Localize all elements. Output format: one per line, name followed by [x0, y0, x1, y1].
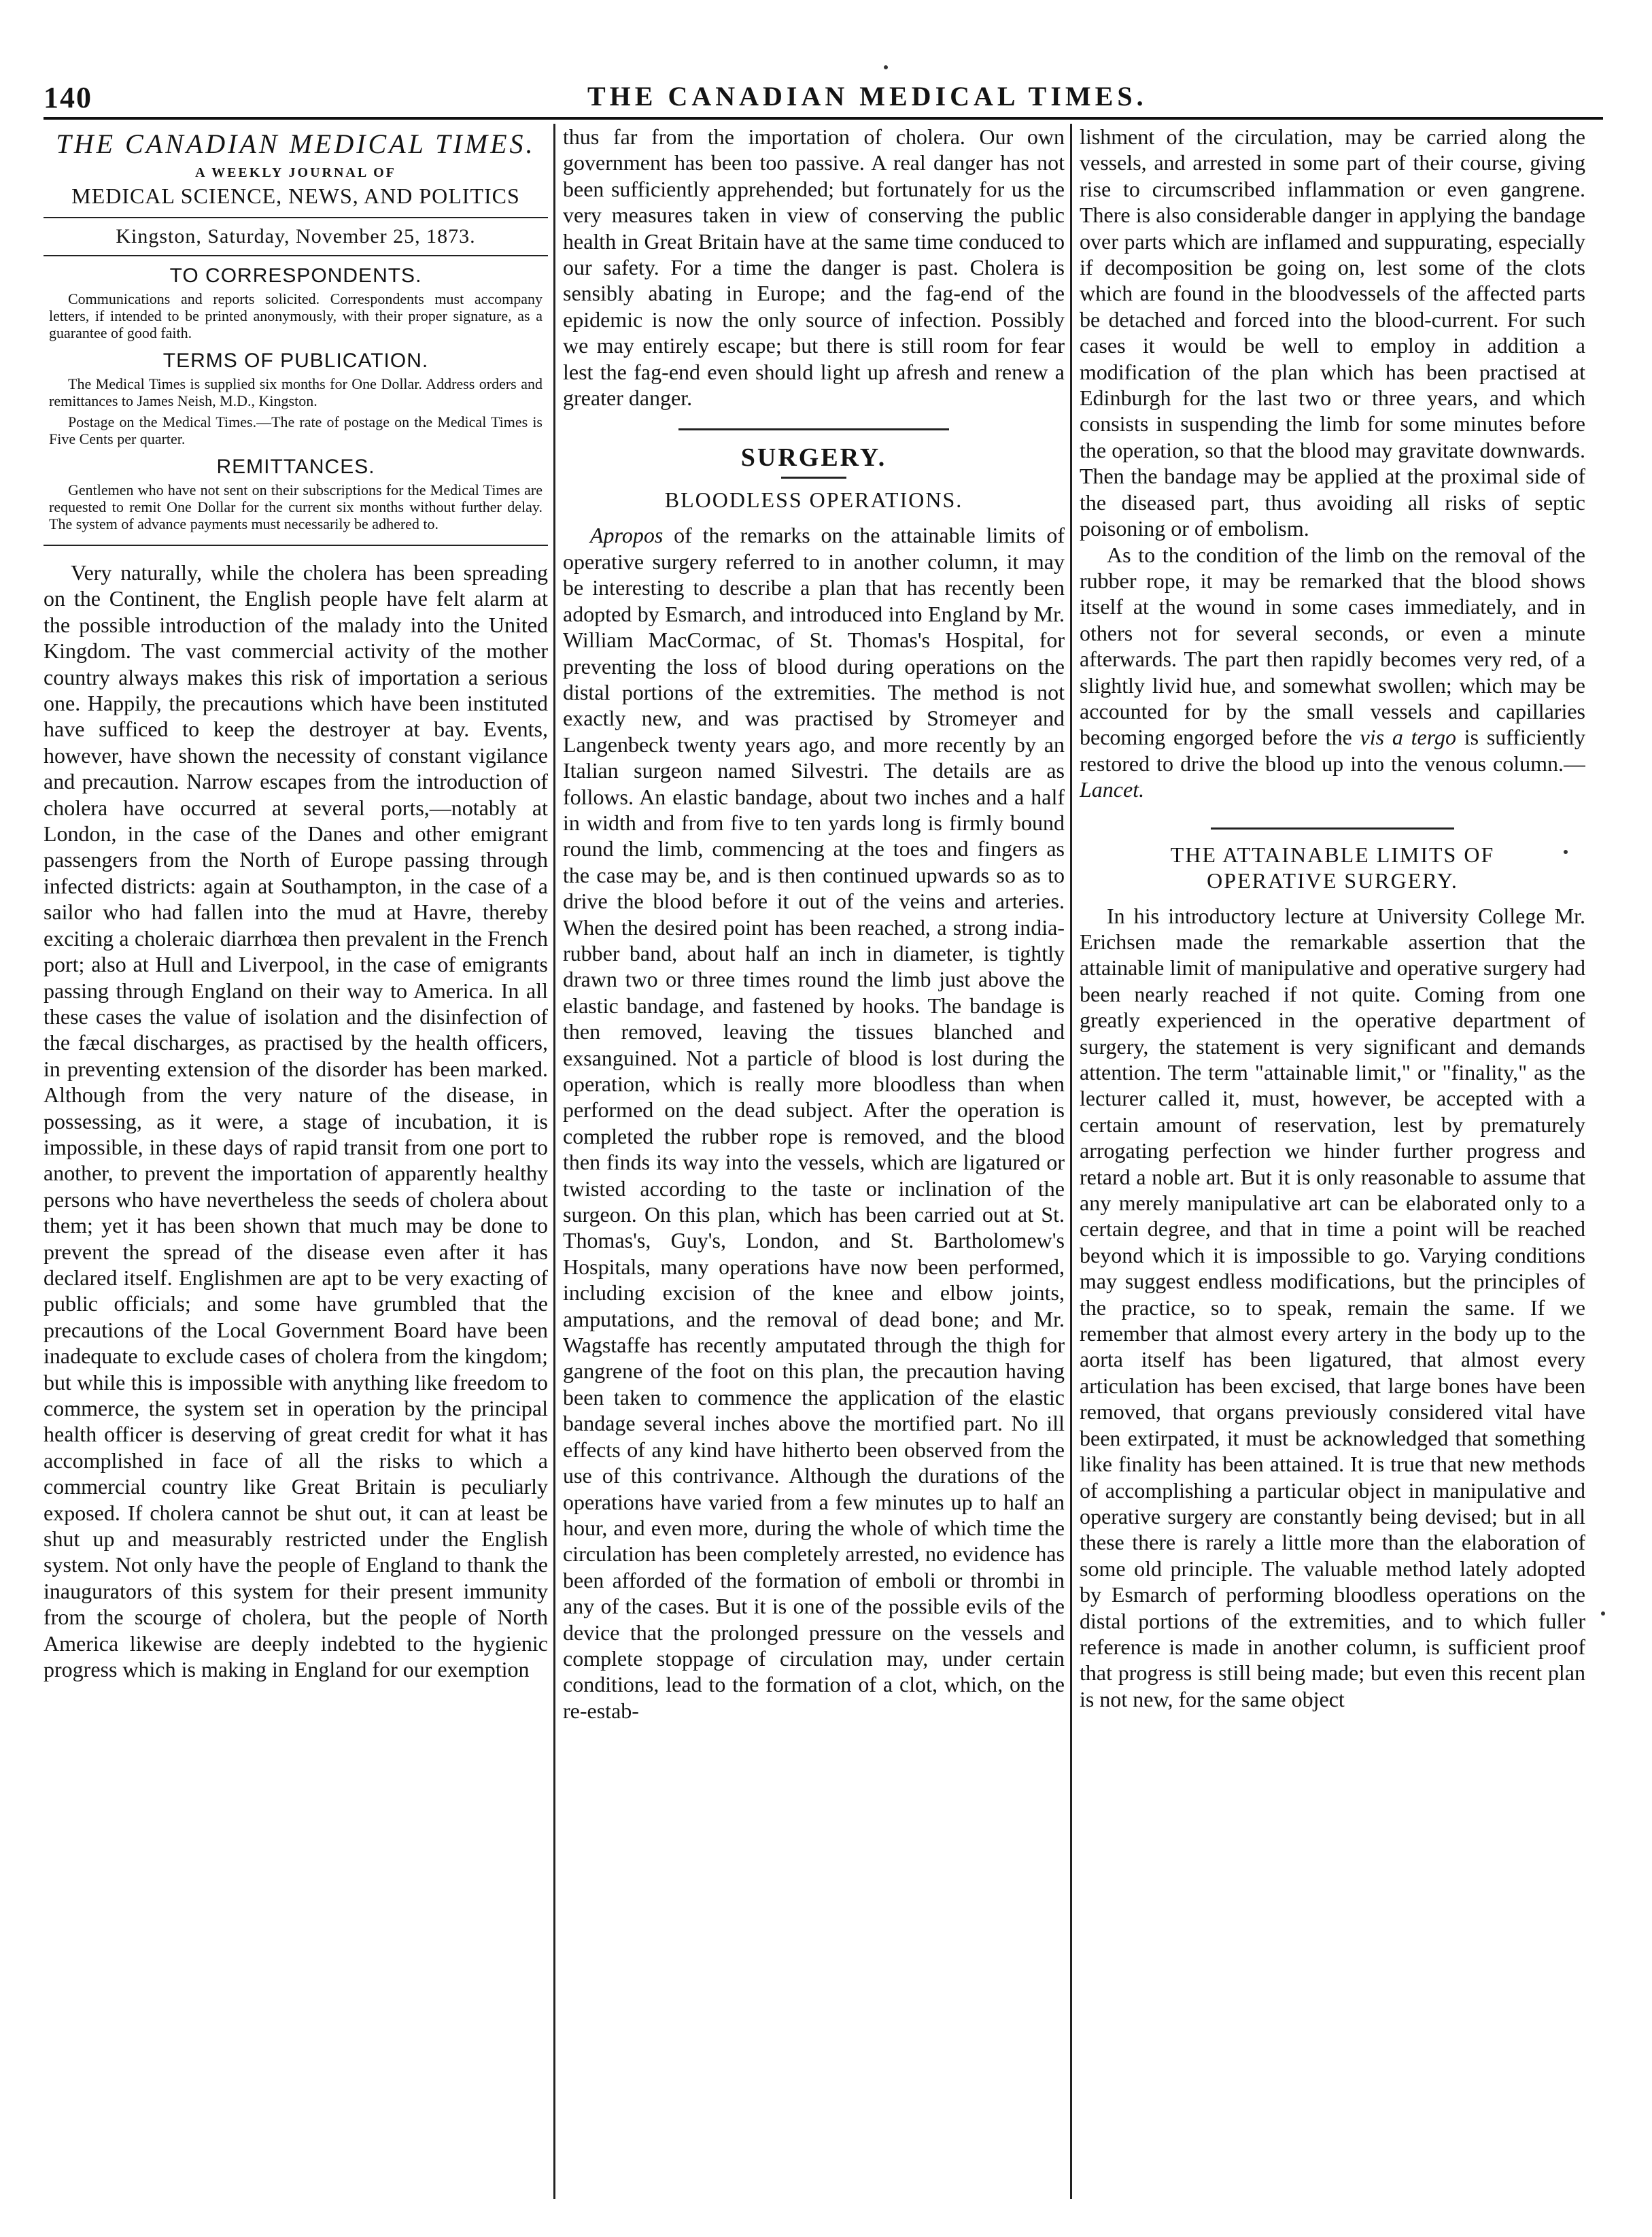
masthead-topics: MEDICAL SCIENCE, NEWS, AND POLITICS [71, 184, 520, 208]
remittances-notice: Gentlemen who have not sent on their subscriptions for the Medical Times are requested to remit One Dollar for the current six months without further delay. The system of advance payments must necessarily be adhered to. [49, 481, 543, 532]
rubber-rope-text: As to the condition of the limb on the removal of the rubber rope, it may be remarked that the blood shows itself at the wound in some cases immediately, and in others not for several seconds, or even a minute afterwards. The part then rapidly becomes very red, of a slightly livid hue, and somewhat swollen; which may be accounted for by the small vessels and capillaries becoming engorged before the [1080, 542, 1585, 750]
publication-terms-text: The Medical Times is supplied six months for One Dollar. Address orders and remittances to James Neish, M.D., Kingston. [49, 375, 543, 409]
column-1 [44, 124, 548, 2199]
masthead-dateline: Kingston, Saturday, November 25, 1873. [116, 225, 476, 247]
masthead-title: THE CANADIAN MEDICAL TIMES. [56, 129, 536, 159]
remittances-heading: REMITTANCES. [216, 456, 375, 478]
cholera-editorial-paragraph: Very naturally, while the cholera has been spreading on the Continent, the English people have felt alarm at the possible introduction of the malady into the United Kingdom. The vast commercial activity of the mother country always makes this risk of importation a serious one. Happily, the precautions which have been instituted have sufficed to keep the destroyer at bay. Events, however, have shown the necessity of constant vigilance and precaution. Narrow escapes from the introduction of cholera have occurred at several ports,—notably at London, in the case of the Danes and other emigrant passengers from the North of Europe passing through infected districts: again at Southampton, in the case of a sailor who had fallen into the mud at Havre, thereby exciting a choleraic diarrhœa then prevalent in the French port; also at Hull and Liverpool, in the case of emigrants passing through England on their way to America. In all these cases the value of isolation and the disinfection of the fæcal discharges, as practised by the health officers, in preventing extension of the disorder has been marked. Although from the very nature of the disease, in possessing, as it were, a stage of incubation, it is impossible, in these days of rapid transit from one port to another, to prevent the importation of apparently healthy persons who have nevertheless the seeds of cholera about them; yet it has been shown that much may be done to prevent the spread of the disease even after it has declared itself. Englishmen are apt to be very exacting of public officials; and some have grumbled that the precautions of the Local Government Board have been inadequate to exclude cases of cholera from the kingdom; but while this is impossible with anything like freedom to commerce, the system set in operation by the principal health officer is deserving of great credit for what it has accomplished in face of all the risks to which a commercial country like Great Britain is peculiarly exposed. If cholera cannot be shut out, it can at least be shut up and measurably restricted under the English system. Not only have the people of England to thank the inaugurators of this system for their present immunity from the scourge of cholera, but the people of North America likewise are deeply indebted to the hygienic progress which is making in England for our exemption [44, 560, 548, 1682]
print-speck [1601, 1611, 1605, 1616]
section-rule [1211, 827, 1453, 830]
column-3 [1080, 124, 1585, 2199]
rubber-rope-text-end: is sufficiently restored to drive the blood up into the venous column.— [1080, 725, 1585, 776]
cholera-editorial-continued: thus far from the importation of cholera. Our own government has been too passive. A real danger has not been sufficiently apprehended; but fortunately for us the very measures taken in view of conserving the public health in Great Britain have at the same time conduced to our safety. For a time the danger is past. Cholera is sensibly abating in Europe; and the fag-end of the epidemic is now the only source of infection. Possibly we may entirely escape; but there is still room for fear lest the fag-end even should light up afresh and renew a greater danger. [563, 124, 1065, 411]
masthead-subtitle: A WEEKLY JOURNAL OF [195, 165, 396, 180]
column-divider [1070, 124, 1072, 2199]
postage-notice: Postage on the Medical Times.—The rate of postage on the Medical Times is Five Cents per quarter. [49, 413, 543, 447]
rubber-rope-paragraph [1080, 542, 1585, 803]
section-rule [678, 428, 950, 430]
correspondents-notice: Communications and reports solicited. Correspondents must accompany letters, if intended to be printed anonymously, with their proper signature, as a guarantee of good faith. [49, 290, 543, 341]
print-speck [884, 65, 888, 69]
article-title-bloodless-operations: BLOODLESS OPERATIONS. [664, 488, 963, 513]
bloodless-operations-text: of the remarks on the attainable limits of operative surgery referred to in another column, it may be interesting to describe a plan that has recently been adopted by Esmarch, and introduced into England by Mr. William MacCormac, of St. Thomas's Hospital, for preventing the loss of blood during operations on the distal portions of the extremities. The method is not exactly new, and was practised by Stromeyer and Langenbeck twenty years ago, and more recently by an Italian surgeon named Silvestri. The details are as follows. An elastic bandage, about two inches and a half in width and from five to ten yards long is firmly bound round the limb, commencing at the toes and fingers as the case may be, and is then continued upwards so as to drive the blood before it out of the veins and arteries. When the desired point has been reached, a strong india-rubber band, about half an inch in diameter, is tightly drawn two or three times round the limb just above the elastic bandage, and fastened by hooks. The bandage is then removed, leaving the tissues blanched and exsanguined. Not a particle of blood is lost during the operation, which is really more bloodless than when performed on the dead subject. After the operation is completed the rubber rope is removed, and the blood then finds its way into the vessels, which are ligatured or twisted according to the taste or inclination of the surgeon. On this plan, which has been carried out at St. Thomas's, Guy's, London, and St. Bartholomew's Hospitals, many operations have now been performed, including excision of the knee and elbow joints, amputations, and the removal of dead bone; and Mr. Wagstaffe has recently amputated through the thigh for gangrene of the foot on this plan, the precaution having been taken to commence the application of the elastic bandage several inches above the mortified part. No ill effects of any kind have hitherto been observed from the use of this contrivance. Although the durations of the operations have varied from a few minutes up to half an hour, and even more, during the whole of which time the circulation has been completely arrested, no evidence has been afforded of the formation of emboli or thrombi in any of the cases. But it is one of the possible evils of the device that the prolonged pressure on the vessels and complete stoppage of circulation may, under certain conditions, lead to the formation of a clot, which, on the re-estab- [563, 523, 1065, 1723]
running-head [44, 80, 1603, 118]
print-speck [1564, 850, 1568, 854]
bloodless-operations-paragraph [563, 522, 1065, 1724]
masthead-rule [44, 255, 548, 256]
apropos-lead: Apropos [590, 523, 664, 548]
correspondents-heading: TO CORRESPONDENTS. [169, 264, 422, 287]
vis-a-tergo: vis a tergo [1360, 725, 1456, 750]
notices-rule [44, 545, 548, 546]
page-number: 140 [44, 81, 92, 114]
source-lancet: Lancet. [1080, 777, 1145, 802]
journal-running-title: THE CANADIAN MEDICAL TIMES. [587, 81, 1148, 112]
column-divider [553, 124, 555, 2199]
header-rule [44, 117, 1603, 120]
masthead [44, 128, 548, 256]
bloodless-operations-continued: lishment of the circulation, may be carried along the vessels, and arrested in some part of their course, giving rise to circumscribed inflammation or even gangrene. There is also considerable danger in applying the bandage over parts which are inflamed and suppurating, especially if decomposition be going on, lest some of the clots which are found in the bloodvessels of the affected parts be detached and forced into the blood-current. For such cases it would be well to employ in addition a modification of the plan which has been practised at Edinburgh for the last two or three years, and which consists in suspending the limb for some minutes before the operation, so that the blood may gravitate downwards. Then the bandage may be applied at the proximal side of the diseased part, thus avoiding all risks of septic poisoning or of embolism. [1080, 124, 1585, 541]
column-2 [563, 124, 1065, 2199]
short-rule [781, 477, 846, 479]
masthead-rule [44, 217, 548, 218]
publication-terms-heading: TERMS OF PUBLICATION. [162, 349, 429, 372]
section-title-surgery: SURGERY. [740, 443, 887, 473]
attainable-limits-paragraph: In his introductory lecture at University College Mr. Erichsen made the remarkable assertion that the attainable limit of manipulative and operative surgery had been nearly reached if not quite. Coming from one greatly experienced in the operative department of surgery, the statement is very significant and demands attention. The term "attainable limit," or "finality," as the lecturer called it, must, however, be accepted with a certain amount of reservation, lest by prematurely arrogating perfection we hinder further progress and retard a noble art. But it is only reasonable to assume that any merely manipulative art can be elaborated only to a certain degree, and that in time a point will be reached beyond which it is impossible to go. Varying conditions may suggest endless modifications, but the principles of the practice, so to speak, remain the same. If we remember that almost every artery in the body up to the aorta itself has been ligatured, that almost every articulation has been excised, that large bones have been removed, that organs previously considered vital have been extirpated, it must be acknowledged that something like finality has been attained. It is true that new methods of accomplishing a particular object in manipulative and operative surgery are constantly being devised; but in all these there is rarely a little more than the elaboration of some old principle. The valuable method lately adopted by Esmarch of performing bloodless operations on the distal portions of the extremities, and to which fuller reference is made in another column, is sufficient proof that progress is still being made; but even this recent plan is not new, for the same object [1080, 903, 1585, 1711]
article-title-attainable-limits: THE ATTAINABLE LIMITS OF OPERATIVE SURGERY. [1170, 842, 1495, 893]
